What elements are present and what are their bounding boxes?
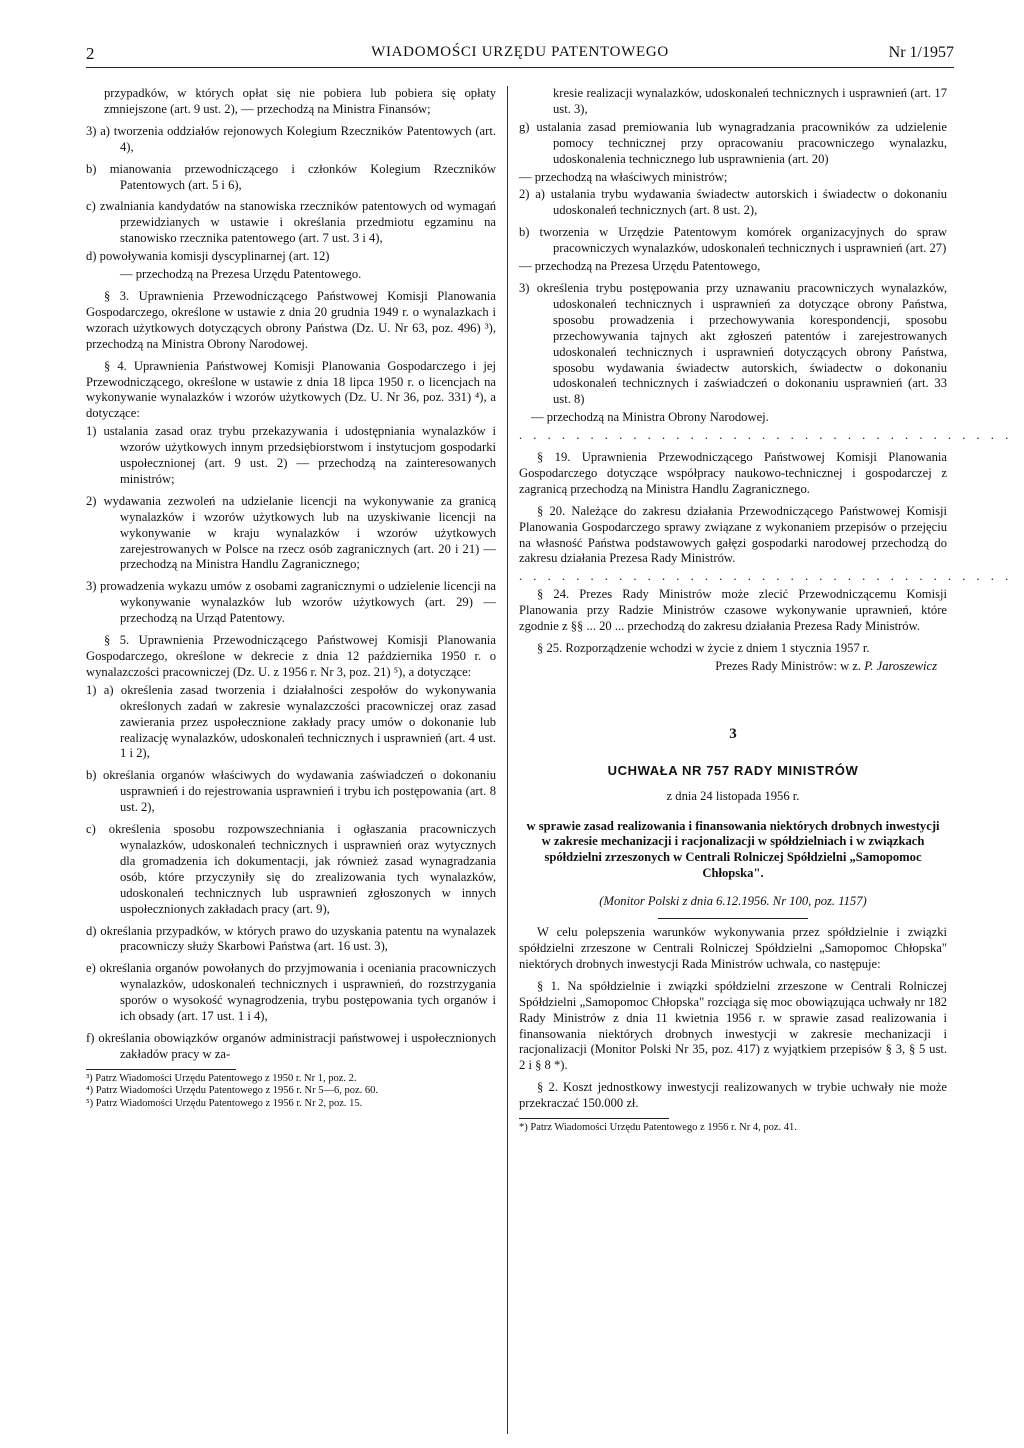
footnote-rule bbox=[519, 1118, 669, 1119]
list-item-g bbox=[519, 120, 947, 168]
item-text: tworzenia w Urzędzie Patentowym komórek organizacyjnych do spraw pracowniczych wynalazków, udoskonaleń technicznych i usprawnień (art. 27) bbox=[539, 225, 947, 256]
item-label: f) bbox=[86, 1030, 95, 1045]
list-item-3c bbox=[86, 199, 496, 247]
item-label: 3) bbox=[86, 579, 97, 594]
paragraph-s24: § 24. Prezes Rady Ministrów może zlecić Przewodniczącemu Komisji Planowania przy Radzie Ministrów czasowe wykonywanie uprawnień, które zgodnie z §§ ... 20 ... przechodzą do zakresu działania Prezesa Rady Ministrów. bbox=[519, 587, 947, 634]
list-item-s5d bbox=[86, 924, 496, 956]
footnote-rule bbox=[86, 1069, 236, 1070]
paragraph-s20: § 20. Należące do zakresu działania Przewodniczącego Państwowej Komisji Planowania Gospodarczego sprawy związane z wykonaniem przepisów o przejęciu na własność Państwa podstawowych gałęzi gospodarki narodowej przechodzą do zakresu działania Prezesa Rady Ministrów. bbox=[519, 503, 947, 566]
item-text: określenia zasad tworzenia i działalności zespołów do wykonywania określonych zadań w zakresie wynalazczości pracowniczej oraz zasad zawierania przez uspołecznione zakłady pracy umów o dokonanie lub realizację wynalazków, udoskonaleń technicznych i usprawnień (art. 4 ust. 1 i 2), bbox=[120, 682, 496, 761]
item-text: prowadzenia wykazu umów z osobami zagranicznymi o udzielenie licencji na wykonywanie wynalazków lub wzorów użytkowych (art. 29) — przechodzą na Urząd Patentowy. bbox=[100, 579, 496, 626]
item-label: 1) a) bbox=[86, 682, 114, 697]
list-2-conclusion: — przechodzą na Prezesa Urzędu Patentowego, bbox=[519, 259, 761, 274]
item-text: ustalania zasad premiowania lub wynagradzania pracowników za udzielenie pomocy technicznej przy opracowaniu pracowniczego wynalazku, udoskonalenia technicznego lub usprawnienia (art. 20) bbox=[536, 119, 947, 166]
item-text: ustalania zasad oraz trybu przekazywania i udostępniania wynalazków i wzorów użytkowych innym przedsiębiorstwom i instytucjom gospodarki uspołecznionej (art. 9 ust. 2) — przechodzą na zainteresowanych ministrów; bbox=[103, 424, 496, 486]
item-label: 2) a) bbox=[519, 187, 546, 202]
item-text: określania przypadków, w których prawo do uzyskania patentu na wynalazek pracowniczy służy Skarbowi Państwa (art. 16 ust. 3), bbox=[100, 923, 496, 954]
list-item-s5e bbox=[86, 961, 496, 1025]
item-label: b) bbox=[86, 161, 97, 176]
item-label: b) bbox=[519, 225, 530, 240]
footnote: ⁵) Patrz Wiadomości Urzędu Patentowego z 1956 r. Nr 2, poz. 15. bbox=[86, 1097, 363, 1109]
item-label: 1) bbox=[86, 424, 97, 439]
signature-prefix: Prezes Rady Ministrów: w z. bbox=[715, 658, 862, 673]
list-item-2a bbox=[519, 187, 947, 219]
act-rule bbox=[658, 918, 808, 919]
ellipsis-dots: . . . . . . . . . . . . . . . . . . . . . . . . . . . . . . . . . . . bbox=[519, 428, 1013, 443]
item-text: określania obowiązków organów administracji państwowej i uspołecznionych zakładów pracy w za- bbox=[98, 1030, 496, 1061]
intro-paragraph: przypadków, w których opłat się nie pobiera lub pobiera się opłaty zmniejszone (art. 9 ust. 2), — przechodzą na Ministra Finansów; bbox=[104, 86, 496, 116]
list-1-conclusion: — przechodzą na właściwych ministrów; bbox=[519, 169, 728, 184]
item-text: powoływania komisji dyscyplinarnej (art. 12) bbox=[99, 249, 330, 264]
footnote: *) Patrz Wiadomości Urzędu Patentowego z 1956 r. Nr 4, poz. 41. bbox=[519, 1122, 797, 1134]
paragraph-s4: § 4. Uprawnienia Państwowej Komisji Planowania Gospodarczego i jej Przewodniczącego, określone w ustawie z dnia 18 lipca 1950 r. o licencjach na wykonywanie wynalazków i wzorów użytkowych (Dz. U. Nr 36, poz. 331) ⁴), a dotyczące: bbox=[86, 358, 496, 421]
item-text: określenia trybu postępowania przy uznawaniu pracowniczych wynalazków, udoskonaleń technicznych i usprawnień za dotyczące obrony Państwa, sposobu prowadzenia i przechowywania korespondencji, sposobu przechowywania tajnych akt zgłoszeń patentów i zarejestrowanych udoskonaleń technicznych i usprawnień dotyczących obrony Państwa, sposobu wydawania świadectw autorskich, świadectw o dokonaniu udoskonaleń technicznych i zaświadczeń o dokonaniu usprawnień (art. 33 ust. 8) bbox=[536, 280, 947, 407]
paragraph-p1: § 1. Na spółdzielnie i związki spółdzielni zrzeszone w Centrali Rolniczej Spółdzielni „Samopomoc Chłopska" rozciąga się moc obowiązująca uchwały nr 182 Rady Ministrów z dnia 11 kwietnia 1956 r. w sprawie zasad realizowania i finansowania niektórych drobnych inwestycji w zakresie mechanizacji i racjonalizacji (Monitor Polski Nr 35, poz. 417) z wyjątkiem przepisów § 3, § 5 ust. 2 i § 8 *). bbox=[519, 978, 947, 1073]
item-text: ustalania trybu wydawania świadectw autorskich i świadectw o dokonaniu udoskonaleń technicznych (art. 8 ust. 2), bbox=[550, 187, 947, 218]
item-label: b) bbox=[86, 768, 97, 783]
item-label: 2) bbox=[86, 493, 97, 508]
paragraph-s3: § 3. Uprawnienia Przewodniczącego Państwowej Komisji Planowania Gospodarczego, określone w ustawie z dnia 20 grudnia 1949 r. o wynalazkach i wzorach użytkowych dotyczących obrony Państwa (Dz. U. Nr 63, poz. 496) ³), przechodzą na Ministra Obrony Narodowej. bbox=[86, 288, 496, 351]
list-item-s4-2 bbox=[86, 494, 496, 574]
signature bbox=[519, 659, 947, 675]
item-text: określania organów właściwych do wydawania zaświadczeń o dokonaniu usprawnień i do rejestrowania usprawnień i trybu ich postępowania (art. 8 ust. 2), bbox=[102, 768, 496, 815]
list-item-3 bbox=[519, 281, 947, 408]
item-label: d) bbox=[86, 249, 97, 264]
footnote: ⁴) Patrz Wiadomości Urzędu Patentowego z 1956 r. Nr 5—6, poz. 60. bbox=[86, 1085, 379, 1097]
list-3-conclusion: — przechodzą na Prezesa Urzędu Patentowego. bbox=[120, 267, 362, 282]
act-source: (Monitor Polski z dnia 6.12.1956. Nr 100, poz. 1157) bbox=[599, 894, 867, 909]
item-label: 3) a) bbox=[86, 123, 111, 138]
paragraph-p2: § 2. Koszt jednostkowy inwestycji realizowanych w trybie uchwały nie może przekraczać 150.000 zł. bbox=[519, 1080, 947, 1111]
list-item-2b bbox=[519, 225, 947, 257]
issue-number: Nr 1/1957 bbox=[888, 44, 954, 61]
continued-item-f: kresie realizacji wynalazków, udoskonaleń technicznych i usprawnień (art. 17 ust. 3), bbox=[553, 86, 947, 116]
item-text: zwalniania kandydatów na stanowiska rzeczników patentowych od wymagań przewidzianych w ustawie i określania przedmiotu egzaminu na stanowisko rzecznika patentowego (art. 7 ust. 3 i 4), bbox=[99, 199, 496, 246]
page-number: 2 bbox=[86, 44, 95, 63]
header-rule bbox=[86, 67, 954, 68]
list-item-s4-1 bbox=[86, 424, 496, 488]
item-label: d) bbox=[86, 923, 97, 938]
list-item-s5f bbox=[86, 1031, 496, 1063]
preamble: W celu polepszenia warunków wykonywania przez spółdzielnie i związki spółdzielni zrzeszone w Centrali Rolniczej Spółdzielni „Samopomoc Chłopska" niektórych drobnych inwestycji Rada Ministrów uchwala, co następuje: bbox=[519, 925, 947, 971]
paragraph-s25: § 25. Rozporządzenie wchodzi w życie z dniem 1 stycznia 1957 r. bbox=[537, 641, 870, 655]
item-text: określania organów powołanych do przyjmowania i oceniania pracowniczych wynalazków, udoskonaleń technicznych i usprawnień, do rozstrzygania sporów o wysokość wynagrodzenia, trybu postępowania tych organów i ich obsady (art. 17 ust. 1 i 4), bbox=[99, 961, 496, 1024]
right-column bbox=[519, 86, 1013, 1135]
item-text: tworzenia oddziałów rejonowych Kolegium Rzeczników Patentowych (art. 4), bbox=[113, 123, 496, 154]
act-subject: w sprawie zasad realizowania i finansowania niektórych drobnych inwestycji w zakresie mechanizacji i racjonalizacji w spółdzielniach i w związkach spółdzielni zrzeszonych w Centrali Rolniczej Spółdzielni „Samopomoc Chłopska". bbox=[526, 818, 940, 881]
list-3-final: — przechodzą na Ministra Obrony Narodowej. bbox=[531, 410, 769, 425]
item-text: wydawania zezwoleń na udzielanie licencji na wykonywanie za granicą wynalazków i wzorów użytkowych lub na uzyskiwanie licencji na wykonywanie w kraju wynalazków i wzorów użytkowych zarejestrowanych w Polsce na rzecz osób zagranicznych (art. 20 i 21) — przechodzą na Ministra Handlu Zagranicznego; bbox=[103, 493, 496, 572]
act-date: z dnia 24 listopada 1956 r. bbox=[666, 788, 800, 803]
paragraph-s19: § 19. Uprawnienia Przewodniczącego Państwowej Komisji Planowania Gospodarczego dotyczące współpracy naukowo-technicznej i gospodarczej z zagranicą przechodzą na Ministra Handlu Zagranicznego. bbox=[519, 450, 947, 496]
act-title: UCHWAŁA NR 757 RADY MINISTRÓW bbox=[607, 762, 859, 778]
running-header bbox=[86, 44, 954, 66]
column-divider bbox=[507, 86, 508, 1434]
list-item-3a bbox=[86, 124, 496, 156]
left-column bbox=[86, 86, 496, 1110]
list-item-3d bbox=[86, 249, 496, 265]
paragraph-s5: § 5. Uprawnienia Przewodniczącego Państwowej Komisji Planowania Gospodarczego, określone w dekrecie z dnia 12 października 1950 r. o wynalazczości pracowniczej (Dz. U. z 1956 r. Nr 3, poz. 21) ⁵), a dotyczące: bbox=[86, 633, 496, 679]
item-text: określenia sposobu rozpowszechniania i ogłaszania pracowniczych wynalazków, udoskonaleń technicznych i usprawnień oraz wytycznych dla gromadzenia ich dokumentacji, jak również zasad wynagradzania osób, które przyczyniły się do zrealizowania tych wynalazków, udoskonaleń technicznych lub usprawnień zgłoszonych w innych uspołecznionych zakładach pracy (art. 9), bbox=[108, 822, 496, 916]
item-label: e) bbox=[86, 961, 96, 976]
list-item-s5b bbox=[86, 768, 496, 816]
list-item-s5a bbox=[86, 683, 496, 763]
list-item-3b bbox=[86, 162, 496, 194]
item-label: c) bbox=[86, 822, 96, 837]
list-item-s5c bbox=[86, 822, 496, 917]
item-label: c) bbox=[86, 199, 96, 214]
item-text: mianowania przewodniczącego i członków Kolegium Rzeczników Patentowych (art. 5 i 6), bbox=[109, 161, 496, 192]
ellipsis-dots: . . . . . . . . . . . . . . . . . . . . . . . . . . . . . . . . . . . bbox=[519, 569, 1013, 584]
footnote: ³) Patrz Wiadomości Urzędu Patentowego z 1950 r. Nr 1, poz. 2. bbox=[86, 1072, 357, 1084]
signatory-name: P. Jaroszewicz bbox=[864, 658, 937, 673]
item-label: g) bbox=[519, 119, 530, 134]
act-number: 3 bbox=[729, 725, 737, 742]
journal-title: WIADOMOŚCI URZĘDU PATENTOWEGO bbox=[371, 44, 669, 60]
list-item-s4-3 bbox=[86, 579, 496, 627]
item-label: 3) bbox=[519, 280, 530, 295]
